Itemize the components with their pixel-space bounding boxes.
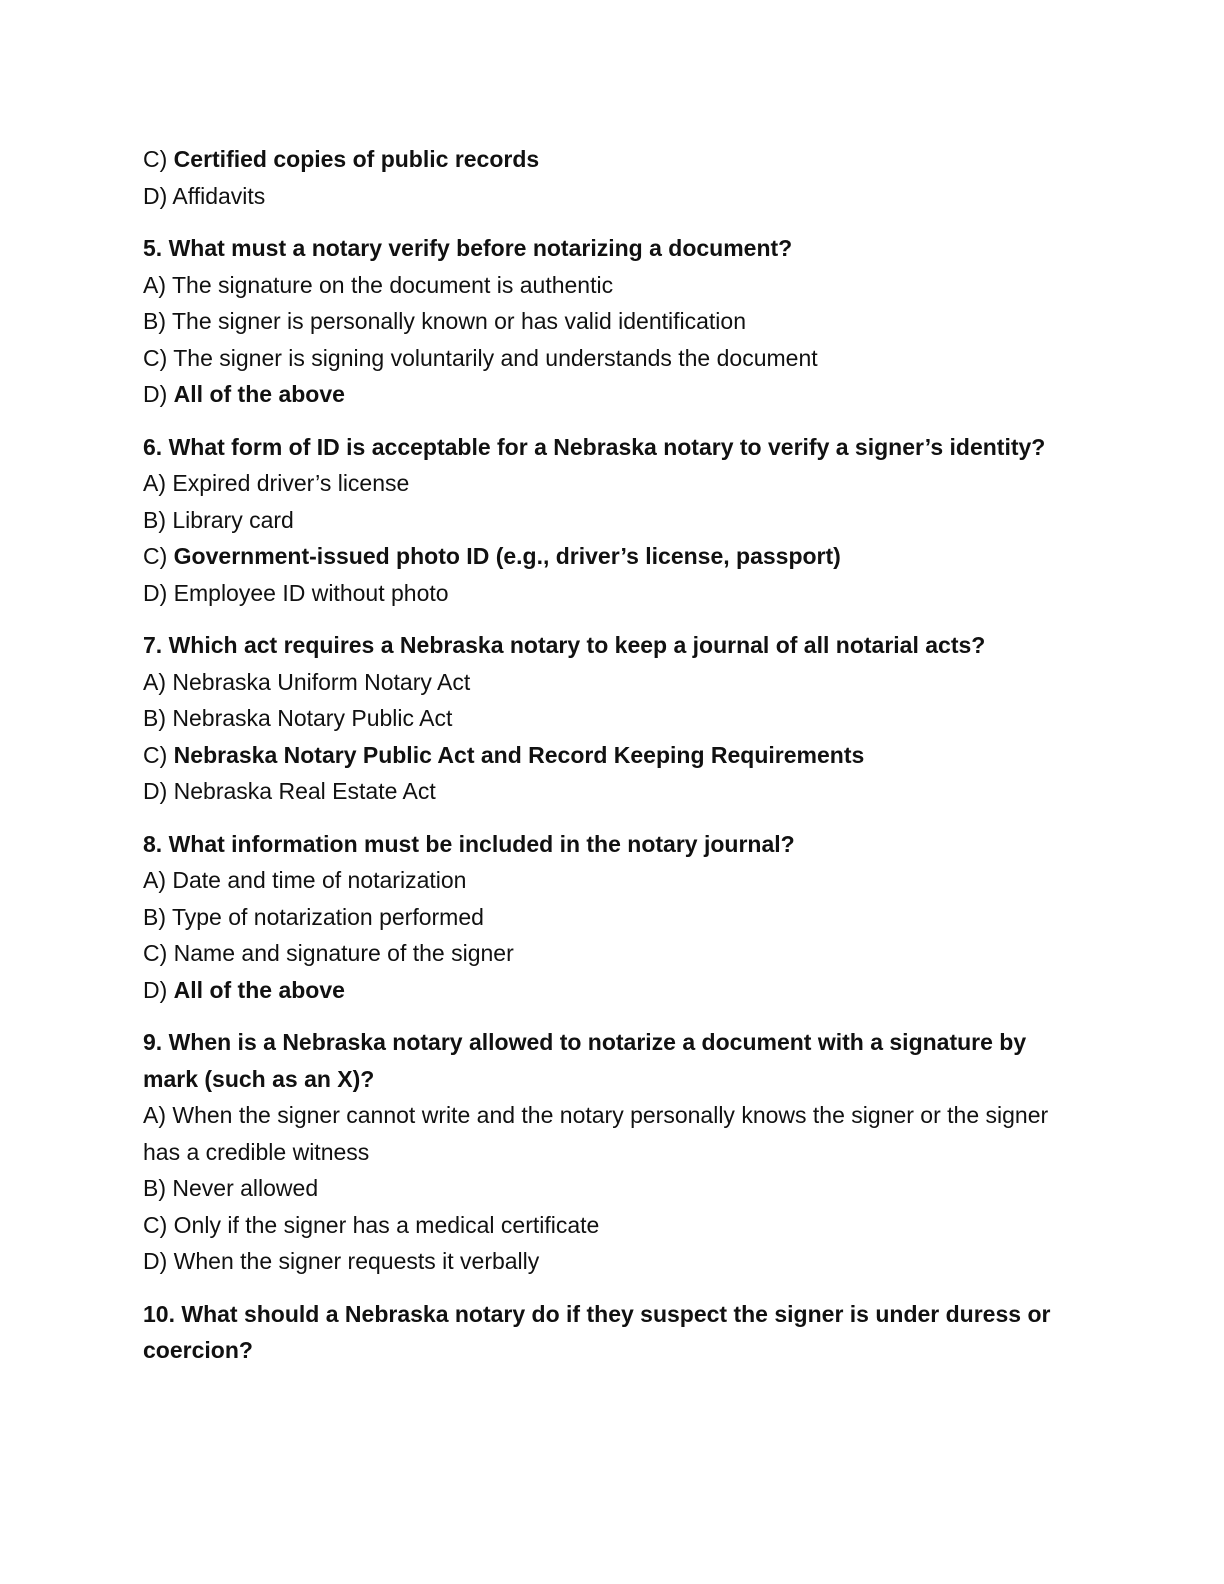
option-c: C) Government-issued photo ID (e.g., driver’s license, passport) (143, 543, 841, 569)
question-7 (143, 627, 1083, 810)
option-a: A) Date and time of notarization (143, 867, 467, 893)
option-b: B) The signer is personally known or has valid identification (143, 308, 746, 334)
document-page (143, 141, 1083, 1369)
question-text: 7. Which act requires a Nebraska notary to keep a journal of all notarial acts? (143, 632, 986, 658)
correct-answer: All of the above (173, 381, 345, 407)
option-a: A) Expired driver’s license (143, 470, 410, 496)
option-a: A) Nebraska Uniform Notary Act (143, 668, 471, 695)
option-b: B) Nebraska Notary Public Act (143, 705, 453, 731)
question-5 (143, 230, 1083, 413)
correct-answer: Government-issued photo ID (e.g., driver’s license, passport) (173, 543, 841, 569)
option-b: B) Library card (143, 506, 294, 533)
option-c: C) The signer is signing voluntarily and understands the document (143, 344, 818, 371)
option-d: D) When the signer requests it verbally (143, 1248, 540, 1274)
question-8 (143, 826, 1083, 1009)
option-c: C) Certified copies of public records (143, 146, 540, 172)
option-d: D) Employee ID without photo (143, 579, 449, 606)
option-b: B) Type of notarization performed (143, 903, 484, 930)
option-c: C) Name and signature of the signer (143, 940, 514, 966)
question-9 (143, 1024, 1083, 1280)
question-text: 8. What information must be included in the notary journal? (143, 830, 795, 857)
option-d: D) All of the above (143, 381, 345, 407)
correct-answer: Nebraska Notary Public Act and Record Keeping Requirements (173, 741, 865, 768)
question-4-remainder (143, 141, 1083, 214)
question-10 (143, 1296, 1083, 1369)
question-text: 10. What should a Nebraska notary do if they suspect the signer is under duress or coercion? (143, 1300, 1051, 1363)
option-b: B) Never allowed (143, 1175, 319, 1201)
option-a: A) The signature on the document is authentic (143, 271, 614, 298)
option-c: C) Only if the signer has a medical certificate (143, 1211, 600, 1238)
option-a: A) When the signer cannot write and the notary personally knows the signer or the signer has a credible witness (143, 1102, 1049, 1165)
option-d: D) Nebraska Real Estate Act (143, 778, 436, 804)
correct-answer: Certified copies of public records (173, 146, 540, 172)
correct-answer: All of the above (173, 976, 345, 1003)
option-d: D) Affidavits (143, 182, 266, 209)
option-d: D) All of the above (143, 976, 345, 1003)
question-text: 9. When is a Nebraska notary allowed to notarize a document with a signature by mark (such as an X)? (143, 1029, 1027, 1092)
question-6 (143, 429, 1083, 612)
question-text: 5. What must a notary verify before notarizing a document? (143, 235, 793, 261)
option-c: C) Nebraska Notary Public Act and Record Keeping Requirements (143, 741, 865, 768)
question-text: 6. What form of ID is acceptable for a Nebraska notary to verify a signer’s identity? (143, 433, 1046, 460)
